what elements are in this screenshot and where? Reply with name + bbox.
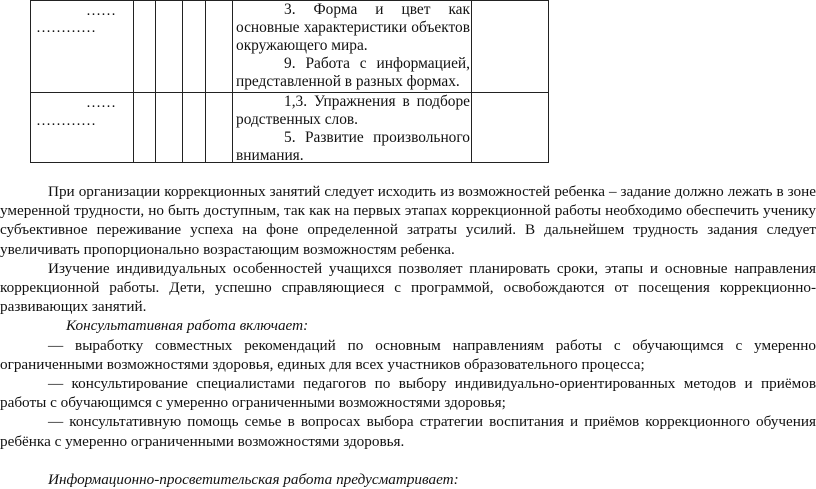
document-body — [0, 182, 816, 489]
table-cell-dots: …… — [86, 95, 116, 111]
plan-table — [0, 0, 550, 163]
topic-item: 5. Развитие произвольного внимания. — [236, 129, 470, 164]
section-heading: Информационно-просветительская работа предусматривает: — [48, 471, 459, 489]
list-item: — выработку совместных рекомендаций по основным направлениям работы с обучающимся с умеренно ограниченными возможностями здоровья, единых для всех участников образовательного процесса; — [0, 336, 816, 373]
table-cell-dots: …… — [86, 3, 116, 19]
table-col-divider — [205, 0, 206, 163]
blank-line — [0, 451, 816, 470]
paragraph: При организации коррекционных занятий следует исходить из возможностей ребенка – задание должно лежать в зоне умеренной трудности, но быть доступным, так как на первых этапах коррекционной работы необходимо обеспечить ученику субъективное переживание успеха на фоне определенной затраты усилий. В дальнейшем трудность задания следует увеличивать пропорционально возрастающим возможностям ребенка. — [0, 183, 816, 258]
table-cell-dots: ………… — [36, 20, 96, 36]
table-col-divider — [30, 0, 31, 163]
topic-item: 9. Работа с информацией, представленной в разных формах. — [236, 55, 470, 90]
table-col-divider — [232, 0, 233, 163]
topic-item: 3. Форма и цвет как основные характеристики объектов окружающего мира. — [236, 1, 470, 54]
table-cell-topics — [236, 93, 470, 165]
topic-item: 1,3. Упражнения в подборе родственных слов. — [236, 93, 470, 128]
paragraph: Изучение индивидуальных особенностей учащихся позволяет планировать сроки, этапы и основные направления коррекционной работы. Дети, успешно справляющиеся с программой, освобождаются от посещения коррекционно-развивающих занятий. — [0, 259, 816, 316]
table-cell-topics — [236, 1, 470, 91]
list-item: — консультирование специалистами педагогов по выбору индивидуально-ориентированных методов и приёмов работы с обучающимся с умеренно ограниченными возможностями здоровья; — [0, 375, 816, 412]
table-col-divider — [155, 0, 156, 163]
table-col-divider — [133, 0, 134, 163]
table-col-divider — [182, 0, 183, 163]
table-cell-dots: ………… — [36, 113, 96, 129]
table-col-divider — [471, 0, 472, 163]
table-col-divider — [548, 0, 549, 163]
section-heading: Консультативная работа включает: — [66, 317, 309, 335]
list-item: — консультативную помощь семье в вопросах выбора стратегии воспитания и приёмов коррекционного обучения ребёнка с умеренно ограниченными возможностями здоровья. — [0, 413, 816, 450]
